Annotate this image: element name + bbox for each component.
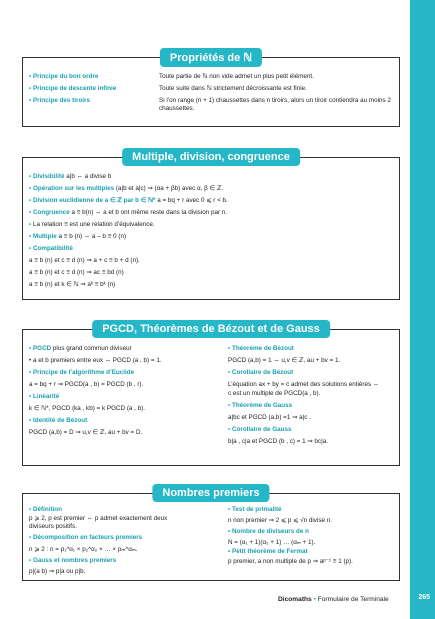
bullet-icon: •: [29, 85, 32, 92]
item-text: La relation ≡ est une relation d’équivalence.: [32, 221, 155, 228]
section-box-multiple: [22, 151, 400, 300]
item-label: Corollaire de Bézout: [231, 369, 294, 376]
page-number: 265: [418, 594, 430, 601]
item-label: Divisibilité: [32, 173, 65, 180]
item-text: a|b ⇔ a divise b: [66, 173, 112, 180]
item-label: Théorème de Gauss: [231, 402, 293, 409]
section-title: PGCD, Théorèmes de Bézout et de Gauss: [92, 320, 330, 338]
bullet-icon: •: [29, 417, 32, 424]
item-text: p premier, a non multiple de p ⇒ aᵖ⁻¹ ≡ 1 (p).: [228, 558, 353, 565]
item-text: a ≡ b (n) et c ≡ d (n) ⇒ ac ≡ bd (n): [29, 269, 124, 276]
item-label: Définition: [32, 506, 62, 513]
item-text: n non premier ⇒ 2 ⩽ p ⩽ √n divise n.: [228, 517, 332, 524]
footer-separator: •: [313, 596, 316, 603]
item-text: c est un multiple de PGCD(a , b).: [228, 390, 321, 397]
bullet-icon: •: [228, 548, 231, 555]
bullet-icon: •: [29, 97, 32, 104]
bullet-icon: •: [29, 357, 32, 364]
bullet-icon: •: [29, 557, 32, 564]
section-title: Propriétés de ℕ: [160, 48, 262, 67]
bullet-icon: •: [29, 345, 32, 352]
item-text: (a|b et a|c) ⇒ (αa + βb) avec α, β ∈ ℤ.: [115, 185, 224, 192]
item-label: Division euclidienne de a ∈ ℤ par b ∈ ℕ*: [32, 197, 156, 204]
bullet-icon: •: [29, 369, 32, 376]
section-title: Multiple, division, congruence: [122, 148, 300, 166]
bullet-icon: •: [228, 506, 231, 513]
item-label: Théorème de Bézout: [231, 345, 294, 352]
item-text: a ≡ b(n) ⇔ a et b ont même reste dans la division par n.: [71, 209, 228, 216]
item-text: n ⩾ 2 : n = p₁^α₁ × p₂^α₂ × … × pₘ^αₘ.: [29, 546, 138, 553]
item-text: a ≡ b (n) ⇔ a – b ≡ 0 (n): [58, 233, 127, 240]
bullet-icon: •: [228, 345, 231, 352]
footer-book: Dicomaths: [278, 596, 312, 603]
item-label: Multiple: [32, 233, 57, 240]
section-box-pgcd: [22, 323, 400, 466]
item-text: PGCD (a,b) = D ⇒ u,v ∈ ℤ, au + bv = D.: [29, 429, 143, 436]
bullet-icon: •: [29, 73, 32, 80]
section-box-premiers: [22, 487, 400, 581]
bullet-icon: •: [29, 173, 32, 180]
item-text: a|bc et PGCD (a,b) =1 ⇒ a|c .: [228, 414, 311, 421]
item-text: a ≡ b (n) et k ∈ ℕ ⇒ aᵏ ≡ bᵏ (n): [29, 281, 116, 288]
item-label: Décomposition en facteurs premiers: [32, 534, 143, 541]
item-text: k ∈ ℕ*, PGCD (ka , kb) = k PGCD (a , b).: [29, 405, 146, 412]
item-text: plus grand commun diviseur: [52, 345, 132, 352]
bullet-icon: •: [29, 393, 32, 400]
bullet-icon: •: [29, 185, 32, 192]
footer: [278, 596, 389, 603]
section-title: Nombres premiers: [152, 484, 269, 502]
item-text: a = bq + r avec 0 ⩽ r < b.: [157, 197, 228, 204]
bullet-icon: •: [29, 221, 32, 228]
bullet-icon: •: [29, 506, 32, 513]
item-label: Principe des tiroirs: [32, 97, 91, 104]
item-label: Petit théorème de Fermat: [231, 548, 308, 555]
bullet-icon: •: [228, 369, 231, 376]
item-text: p|(a b) ⇒ p|a ou p|b.: [29, 568, 86, 575]
item-label: Compatibilité: [32, 245, 73, 252]
bullet-icon: •: [29, 534, 32, 541]
item-text: PGCD (a,b) = 1 ⇔ u,v ∈ ℤ, au + bv = 1.: [228, 357, 341, 364]
sidebar-accent: [410, 0, 435, 619]
item-label: Opération sur les multiples: [32, 185, 115, 192]
bullet-icon: •: [29, 233, 32, 240]
item-label: Nombre de diviseurs de n: [231, 528, 309, 535]
item-label: Test de primalité: [231, 506, 282, 513]
item-label: Congruence: [32, 209, 70, 216]
item-text: Toute partie de ℕ non vide admet un plus petit élément.: [159, 73, 314, 80]
bullet-icon: •: [29, 197, 32, 204]
item-label: Principe de descente infinie: [32, 85, 117, 92]
bullet-icon: •: [228, 528, 231, 535]
item-text: diviseurs positifs.: [29, 523, 77, 530]
item-label: Principe de l’algorithme d’Euclide: [32, 369, 135, 376]
bullet-icon: •: [228, 402, 231, 409]
item-label: Identité de Bézout: [32, 417, 88, 424]
section-box-proprietes: [22, 52, 400, 127]
item-label: PGCD: [32, 345, 52, 352]
item-label: Corollaire de Gauss: [231, 426, 292, 433]
item-text: a et b premiers entre eux ⇔ PGCD (a , b) = 1.: [32, 357, 162, 364]
footer-subtitle: Formulaire de Terminale: [317, 596, 389, 603]
bullet-icon: •: [29, 209, 32, 216]
item-text: a = bq + r ⇒ PGCD(a , b) = PGCD (b , r).: [29, 381, 144, 388]
item-label: Linéarité: [32, 393, 60, 400]
item-label: Gauss et nombres premiers: [32, 557, 117, 564]
item-text: p ⩾ 2, p est premier ⇔ p admet exactement deux: [29, 515, 168, 522]
item-label: Principe du bon ordre: [32, 73, 99, 80]
item-text: b|a , c|a et PGCD (b , c) = 1 ⇒ bc|a.: [228, 438, 328, 445]
item-text: a ≡ b (n) et c ≡ d (n) ⇒ a + c ≡ b + d (n).: [29, 257, 140, 264]
item-text: N = (α₁ + 1)(α₂ + 1) … (αₘ + 1).: [228, 539, 316, 546]
item-text: L’équation ax + by = c admet des solutions entières ⇔: [228, 381, 380, 388]
bullet-icon: •: [29, 245, 32, 252]
item-text: Toute suite dans ℕ strictement décroissante est finie.: [159, 85, 307, 92]
bullet-icon: •: [228, 426, 231, 433]
item-text: Si l’on range (n + 1) chaussettes dans n tiroirs, alors un tiroir contiendra au moins 2 chaussettes.: [159, 97, 391, 113]
